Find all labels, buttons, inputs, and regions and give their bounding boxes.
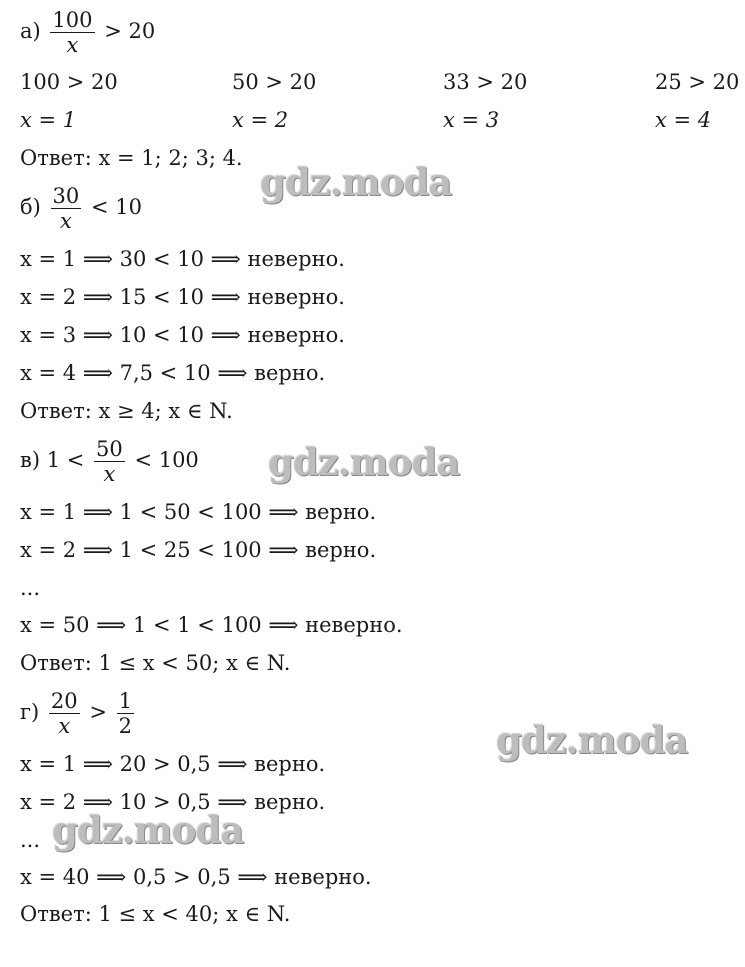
part-g-fraction-1 bbox=[49, 689, 80, 738]
part-a-col4-ineq: 25 > 20 bbox=[655, 70, 740, 94]
part-b-line-1: x = 1 ⟹ 30 < 10 ⟹ неверно. bbox=[20, 247, 345, 271]
part-v-rest: < 100 bbox=[134, 448, 199, 472]
part-b-line-4: x = 4 ⟹ 7,5 < 10 ⟹ верно. bbox=[20, 361, 326, 385]
part-a-col4-x: x = 4 bbox=[655, 108, 712, 132]
part-a-label: а) bbox=[20, 19, 41, 43]
part-g-answer: Ответ: 1 ≤ x < 40; x ∈ N. bbox=[20, 902, 291, 926]
part-g-line-2: x = 2 ⟹ 10 > 0,5 ⟹ верно. bbox=[20, 790, 326, 814]
part-v-fraction bbox=[94, 437, 125, 486]
part-v-answer: Ответ: 1 ≤ x < 50; x ∈ N. bbox=[20, 651, 291, 675]
part-g-label: г) bbox=[20, 700, 40, 724]
watermark-3: gdz.moda bbox=[496, 718, 688, 762]
part-v-label: в) 1 < bbox=[20, 448, 85, 472]
part-v-line-3: ... bbox=[20, 576, 41, 600]
part-v-line-1: x = 1 ⟹ 1 < 50 < 100 ⟹ верно. bbox=[20, 500, 377, 524]
part-g-line-4: x = 40 ⟹ 0,5 > 0,5 ⟹ неверно. bbox=[20, 865, 372, 889]
part-g-fraction-2 bbox=[117, 689, 134, 738]
part-g-line-3: ... bbox=[20, 828, 41, 852]
part-b-header bbox=[20, 184, 142, 233]
part-b-fraction bbox=[51, 184, 82, 233]
part-a-col2-ineq: 50 > 20 bbox=[232, 70, 317, 94]
watermark-2: gdz.moda bbox=[268, 440, 460, 484]
part-g-numerator-1: 20 bbox=[50, 689, 78, 713]
part-v-line-4: x = 50 ⟹ 1 < 1 < 100 ⟹ неверно. bbox=[20, 613, 403, 637]
part-a-answer: Ответ: x = 1; 2; 3; 4. bbox=[20, 146, 243, 170]
part-v-line-2: x = 2 ⟹ 1 < 25 < 100 ⟹ верно. bbox=[20, 538, 377, 562]
part-a-fraction bbox=[50, 8, 94, 57]
part-g-denominator-1: x bbox=[58, 714, 71, 738]
part-v-denominator: x bbox=[103, 462, 116, 486]
part-g-mid: > bbox=[89, 700, 107, 724]
part-b-rest: < 10 bbox=[90, 195, 142, 219]
watermark-4: gdz.moda bbox=[52, 808, 244, 852]
part-a-header bbox=[20, 8, 155, 57]
part-a-col3-ineq: 33 > 20 bbox=[443, 70, 528, 94]
part-g-header bbox=[20, 689, 137, 738]
part-a-numerator: 100 bbox=[52, 8, 93, 32]
part-a-col3-x: x = 3 bbox=[443, 108, 500, 132]
part-b-line-2: x = 2 ⟹ 15 < 10 ⟹ неверно. bbox=[20, 285, 345, 309]
part-g-numerator-2: 1 bbox=[118, 689, 132, 713]
part-a-rest: > 20 bbox=[104, 19, 156, 43]
part-a-col1-ineq: 100 > 20 bbox=[20, 70, 118, 94]
part-a-denominator: x bbox=[66, 33, 79, 57]
part-v-numerator: 50 bbox=[96, 437, 123, 461]
part-a-col1-x: x = 1 bbox=[20, 108, 77, 132]
part-b-numerator: 30 bbox=[52, 184, 80, 208]
part-b-label: б) bbox=[20, 195, 41, 219]
watermark-1: gdz.moda bbox=[260, 160, 452, 204]
part-g-line-1: x = 1 ⟹ 20 > 0,5 ⟹ верно. bbox=[20, 752, 326, 776]
part-b-denominator: x bbox=[59, 209, 72, 233]
part-b-answer: Ответ: x ≥ 4; x ∈ N. bbox=[20, 399, 233, 423]
part-b-line-3: x = 3 ⟹ 10 < 10 ⟹ неверно. bbox=[20, 323, 345, 347]
part-a-col2-x: x = 2 bbox=[232, 108, 289, 132]
part-v-header bbox=[20, 437, 199, 486]
part-g-denominator-2: 2 bbox=[118, 714, 132, 738]
